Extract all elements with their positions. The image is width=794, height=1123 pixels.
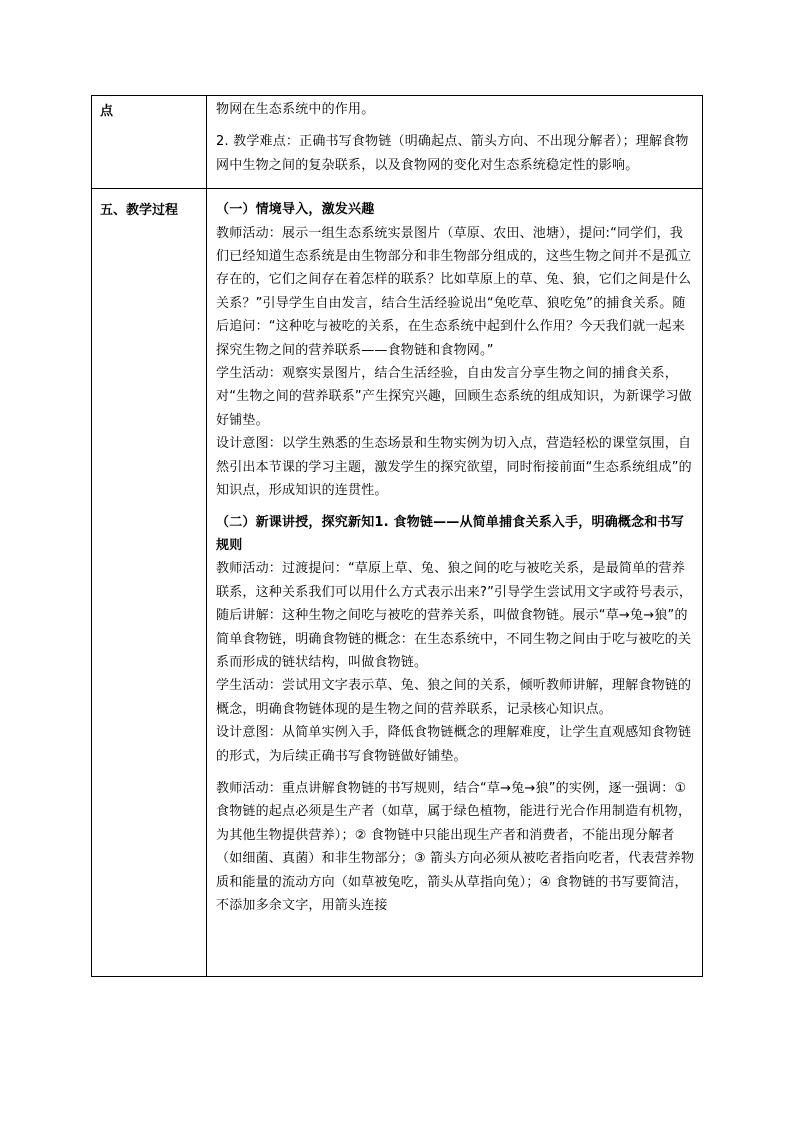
paragraph-teacher-activity: 教师活动：展示一组生态系统实景图片（草原、农田、池塘），提问:“同学们，我们已经知道生态系统是由生物部分和非生物部分组成的，这些生物之间并不是孤立存在的，它们之间存在着怎样的联系？比如草原上的草、兔、狼，它们之间是什么关系？”引导学生自由发言，结合生活经验说出“兔吃草、狼吃兔”的捕食关系。随后追问：“这种吃与被吃的关系，在生态系统中起到什么作用？今天我们就一起来探究生物之间的营养联系——食物链和食物网。” <box>216 225 692 358</box>
row-label: 五、教学过程 <box>100 203 179 219</box>
row-label-cell <box>92 96 207 189</box>
table-row-process <box>92 189 703 977</box>
paragraph-design-intent: 设计意图：以学生熟悉的生态场景和生物实例为切入点，营造轻松的课堂氛围，自然引出本节课的学习主题，激发学生的探究欲望，同时衔接前面“生态系统组成”的知识点，形成知识的连贯性。 <box>216 436 692 499</box>
row-content-cell <box>207 96 703 189</box>
table-row-difficulty <box>92 96 703 189</box>
paragraph-teacher-activity: 教师活动：过渡提问：“草原上草、兔、狼之间的吃与被吃关系，是最简单的营养联系，这种关系我们可以用什么方式表示出来?”引导学生尝试用文字或符号表示，随后讲解：这种生物之间吃与被吃的营养关系，叫做食物链。展示“草→兔→狼”的简单食物链，明确食物链的概念：在生态系统中，不同生物之间由于吃与被吃的关系而形成的链状结构，叫做食物链。 <box>216 561 693 670</box>
lesson-plan-table <box>91 95 703 977</box>
row-content-cell <box>207 189 703 977</box>
section-heading-intro: （一）情境导入，激发兴趣 <box>216 202 375 218</box>
row-label-cell <box>92 189 207 977</box>
paragraph-design-intent: 设计意图：从简单实例入手，降低食物链概念的理解难度，让学生直观感知食物链的形式，为后续正确书写食物链做好铺垫。 <box>216 725 692 764</box>
row-label: 点 <box>100 104 114 119</box>
paragraph-student-activity: 学生活动：尝试用文字表示草、兔、狼之间的关系，倾听教师讲解，理解食物链的概念，明确食物链体现的是生物之间的营养联系，记录核心知识点。 <box>216 678 692 717</box>
section-heading-new-lesson: （二）新课讲授，探究新知1. 食物链——从简单捕食关系入手，明确概念和书写规则 <box>216 514 684 553</box>
paragraph-student-activity: 学生活动：观察实景图片，结合生活经验，自由发言分享生物之间的捕食关系，对“生物之间的营养联系”产生探究兴趣，回顾生态系统的组成知识，为新课学习做好铺垫。 <box>216 366 692 428</box>
paragraph-difficulty: 2. 教学难点：正确书写食物链（明确起点、箭头方向、不出现分解者）；理解食物网中生物之间的复杂联系，以及食物网的变化对生态系统稳定性的影响。 <box>216 134 689 173</box>
paragraph-key-point-end: 物网在生态系统中的作用。 <box>216 102 375 117</box>
paragraph-teacher-activity: 教师活动：重点讲解食物链的书写规则，结合“草→兔→狼”的实例，逐一强调：① 食物链的起点必须是生产者（如草，属于绿色植物，能进行光合作用制造有机物，为其他生物提供营养）；② 食物链中只能出现生产者和消费者，不能出现分解者（如细菌、真菌）和非生物部分；③ 箭头方向必须从被吃者指向吃者，代表营养物质和能量的流动方向（如草被兔吃，箭头从草指向兔）；④ 食物链的书写要简洁，不添加多余文字，用箭头连接 <box>216 780 695 913</box>
